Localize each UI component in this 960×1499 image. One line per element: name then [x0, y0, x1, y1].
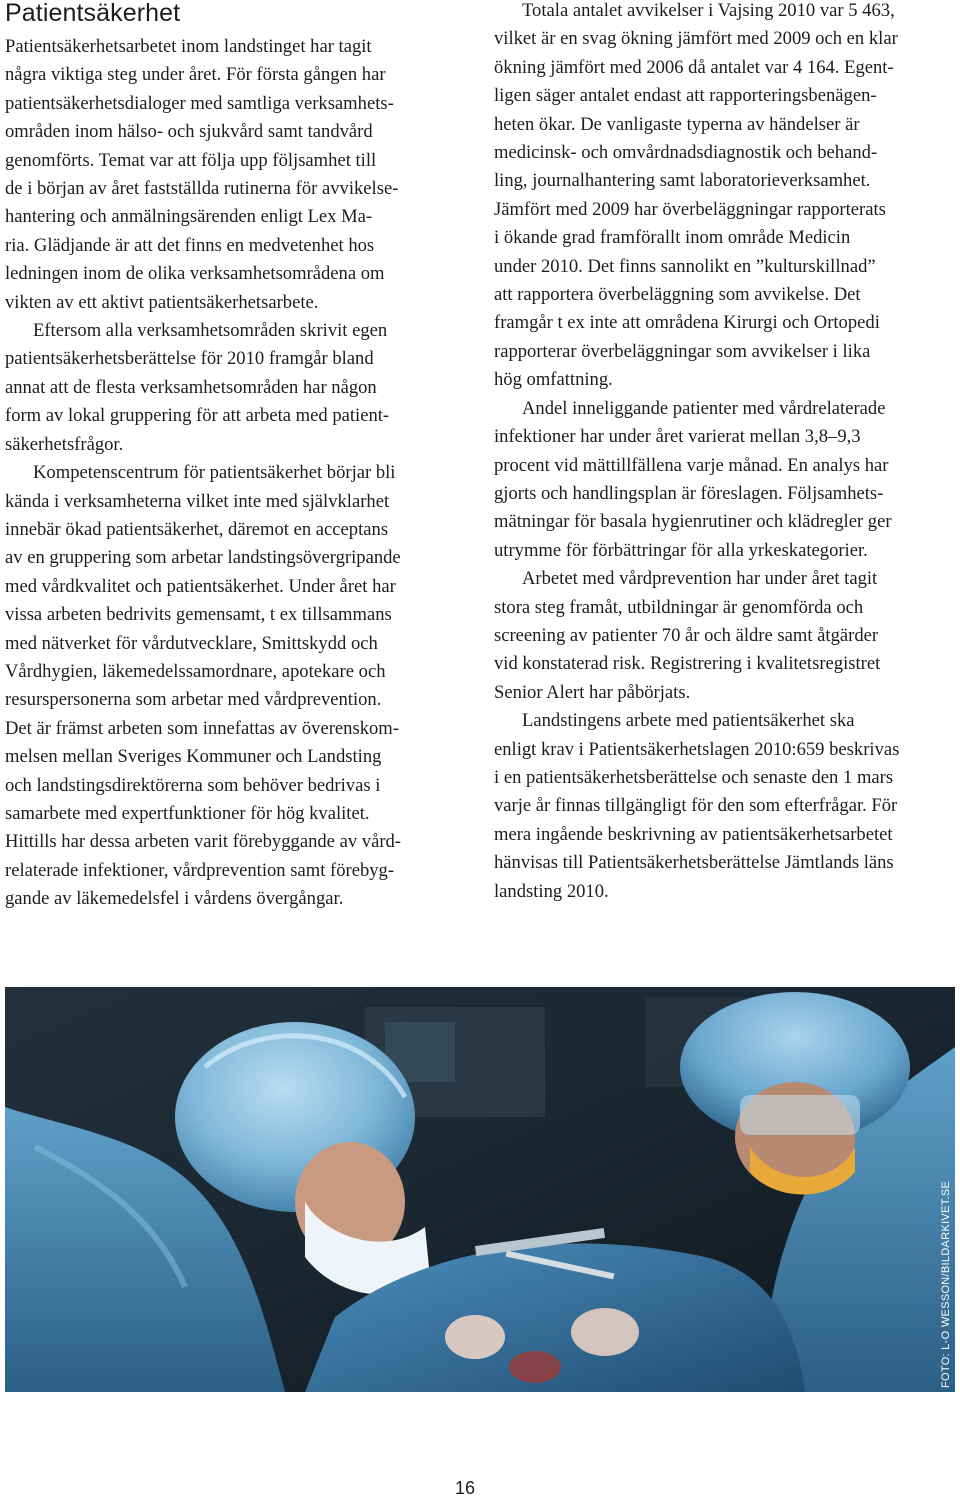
page-number: 16	[454, 1478, 476, 1498]
paragraph: Landstingens arbete med patientsäkerhet ska enligt krav i Patientsäkerhetslagen 2010:659 beskrivas i en patientsäkerhetsberättelse och senaste den 1 mars varje år finnas tillgängligt för den som efterfrågar. För mera ingående beskrivning av patientsäkerhetsarbetet hänvisas till Patientsäkerhetsberättelse Jämtlands läns landsting 2010.	[494, 710, 900, 902]
photo-credit-text: FOTO: L-O WESSON/BILDARKIVET.SE	[940, 1180, 952, 1388]
right-text-column	[494, 0, 956, 906]
paragraph: Patientsäkerhetsarbetet inom landstinget har tagit några viktiga steg under året. För första gången har patientsäkerhetsdialoger med samtliga verksamhets- områden inom hälso- och sjukvård samt tandvård genomförts. Temat var att följa upp följsamhet till de i början av året fastställda rutinerna för avvikelse- hantering och anmälningsärenden enligt Lex Ma- ria. Glädjande är att det finns en medvetenhet hos ledningen inom de olika verksamhetsområdena om vikten av ett aktivt patientsäkerhetsarbete.	[5, 36, 399, 313]
paragraph: Eftersom alla verksamhetsområden skrivit egen patientsäkerhetsberättelse för 2010 framgår bland annat att de flesta verksamhetsområden har någon form av lokal gruppering för att arbeta med patient- säkerhetsfrågor.	[5, 320, 390, 455]
paragraph: Arbetet med vårdprevention har under året tagit stora steg framåt, utbildningar är genomförda och screening av patienter 70 år och äldre samt åtgärder vid konstaterad risk. Registrering i kvalitetsregistret Senior Alert har påbörjats.	[494, 568, 881, 703]
surgery-photo	[5, 987, 955, 1392]
paragraph: Totala antalet avvikelser i Vajsing 2010 var 5 463, vilket är en svag ökning jämfört med 2009 och en klar ökning jämfört med 2006 då antalet var 4 164. Egent- ligen säger antalet endast att rapporteringsbenägen- heten ökar. De vanligaste typerna av händelser är medicinsk- och omvårdnadsdiagnostik och behand- ling, journalhantering samt laboratorieverksamhet. Jämfört med 2009 har överbeläggningar rapporterats i ökande grad framförallt inom område Medicin under 2010. Det finns sannolikt en ”kulturskillnad” att rapportera överbeläggning som avvikelse. Det framgår t ex inte att områdena Kirurgi och Ortopedi rapporterar överbeläggningar som avvikelser i lika hög omfattning.	[494, 0, 898, 391]
left-text-column	[5, 33, 470, 914]
surgery-illustration	[5, 987, 955, 1392]
paragraph: Kompetenscentrum för patientsäkerhet börjar bli kända i verksamheterna vilket inte med självklarhet innebär ökad patientsäkerhet, däremot en acceptans av en gruppering som arbetar landstingsövergripande med vårdkvalitet och patientsäkerhet. Under året har vissa arbeten bedrivits gemensamt, t ex tillsammans med nätverket för vårdutvecklare, Smittskydd och Vårdhygien, läkemedelssamordnare, apotekare och resurspersonerna som arbetar med vårdprevention. Det är främst arbeten som innefattas av överenskom- melsen mellan Sveriges Kommuner och Landsting och landstingsdirektörerna som behöver bedrivas i samarbete med expertfunktioner för hög kvalitet. Hittills har dessa arbeten varit förebyggande av vård- relaterade infektioner, vårdprevention samt förebyg- gande av läkemedelsfel i vårdens övergångar.	[5, 462, 401, 910]
photo-credit	[936, 1180, 956, 1388]
paragraph: Andel inneliggande patienter med vårdrelaterade infektioner har under året varierat mellan 3,8–9,3 procent vid mättillfällena varje månad. En analys har gjorts och handlingsplan är föreslagen. Följsamhets- mätningar för basala hygienrutiner och klädregler ger utrymme för förbättringar för alla yrkeskategorier.	[494, 397, 892, 561]
section-heading: Patientsäkerhet	[5, 0, 181, 27]
